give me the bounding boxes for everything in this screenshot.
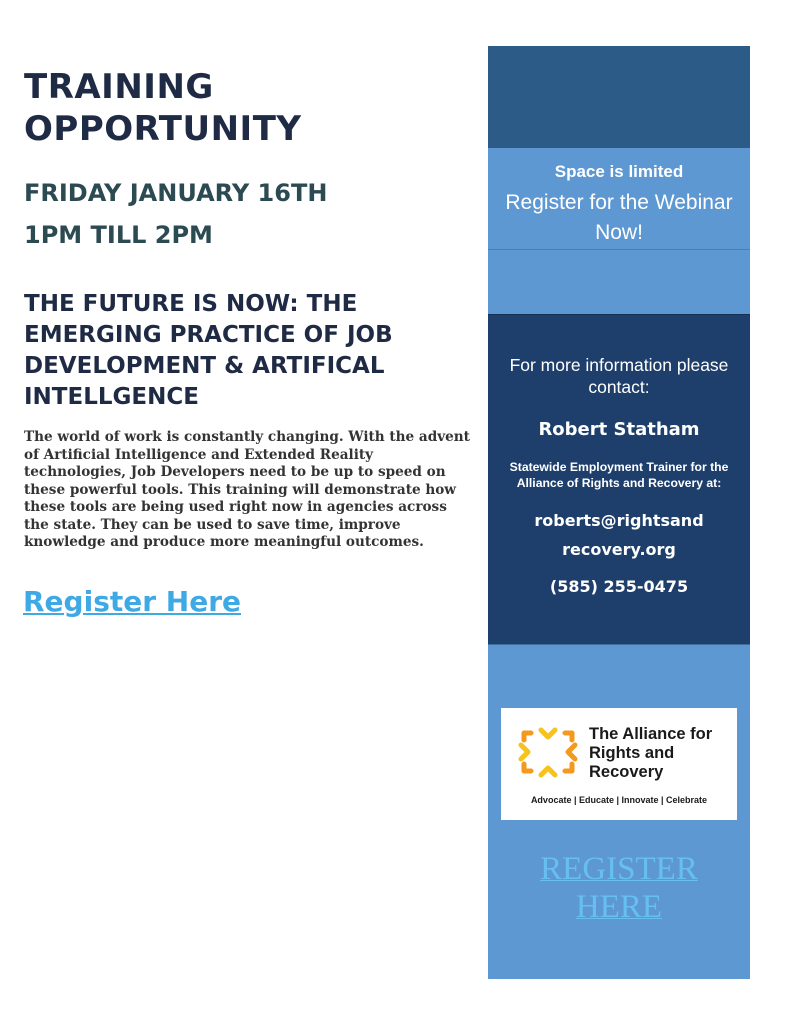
contact-phone: (585) 255-0475 [549,577,689,596]
register-webinar-callout: Register for the Webinar Now! [505,191,733,244]
alliance-logo [501,708,737,820]
alliance-logo-name: The Alliance for Rights and Recovery [589,725,713,781]
contact-email[interactable]: roberts@rightsand recovery.org [534,511,704,559]
sidebar-spacer-block [488,249,750,315]
alliance-burst-icon [515,719,581,785]
title-line-1: TRAINING [24,67,214,107]
event-schedule [24,172,327,256]
event-date: FRIDAY JANUARY 16TH [24,179,328,207]
register-here-link[interactable]: Register Here [23,585,242,618]
contact-name: Robert Statham [538,419,700,440]
space-limited-note: Space is limited [554,162,684,181]
alliance-logo-tagline: Advocate | Educate | Innovate | Celebrate [530,795,708,805]
training-heading: THE FUTURE IS NOW: THE EMERGING PRACTICE OF JOB DEVELOPMENT & ARTIFICAL INTELLGENCE [24,291,393,410]
event-time: 1PM TILL 2PM [24,221,213,249]
page-title [24,66,302,150]
more-info-label: For more information please contact: [509,355,729,397]
training-description: The world of work is constantly changing. With the advent of Artificial Intelligence and Extended Reality technologies, Job Developers need to be up to speed on these powerful tools. This training will demonstrate how these tools are being used right now in agencies across the state. They can be used to save time, improve knowledge and produce more meaningful outcomes. [24,429,470,550]
register-here-bottom-link[interactable]: REGISTER HERE [540,851,698,925]
contact-role: Statewide Employment Trainer for the Alliance of Rights and Recovery at: [509,460,729,490]
sidebar-panel [488,46,750,978]
sidebar-top-block [488,46,750,148]
title-line-2: OPPORTUNITY [24,109,302,149]
